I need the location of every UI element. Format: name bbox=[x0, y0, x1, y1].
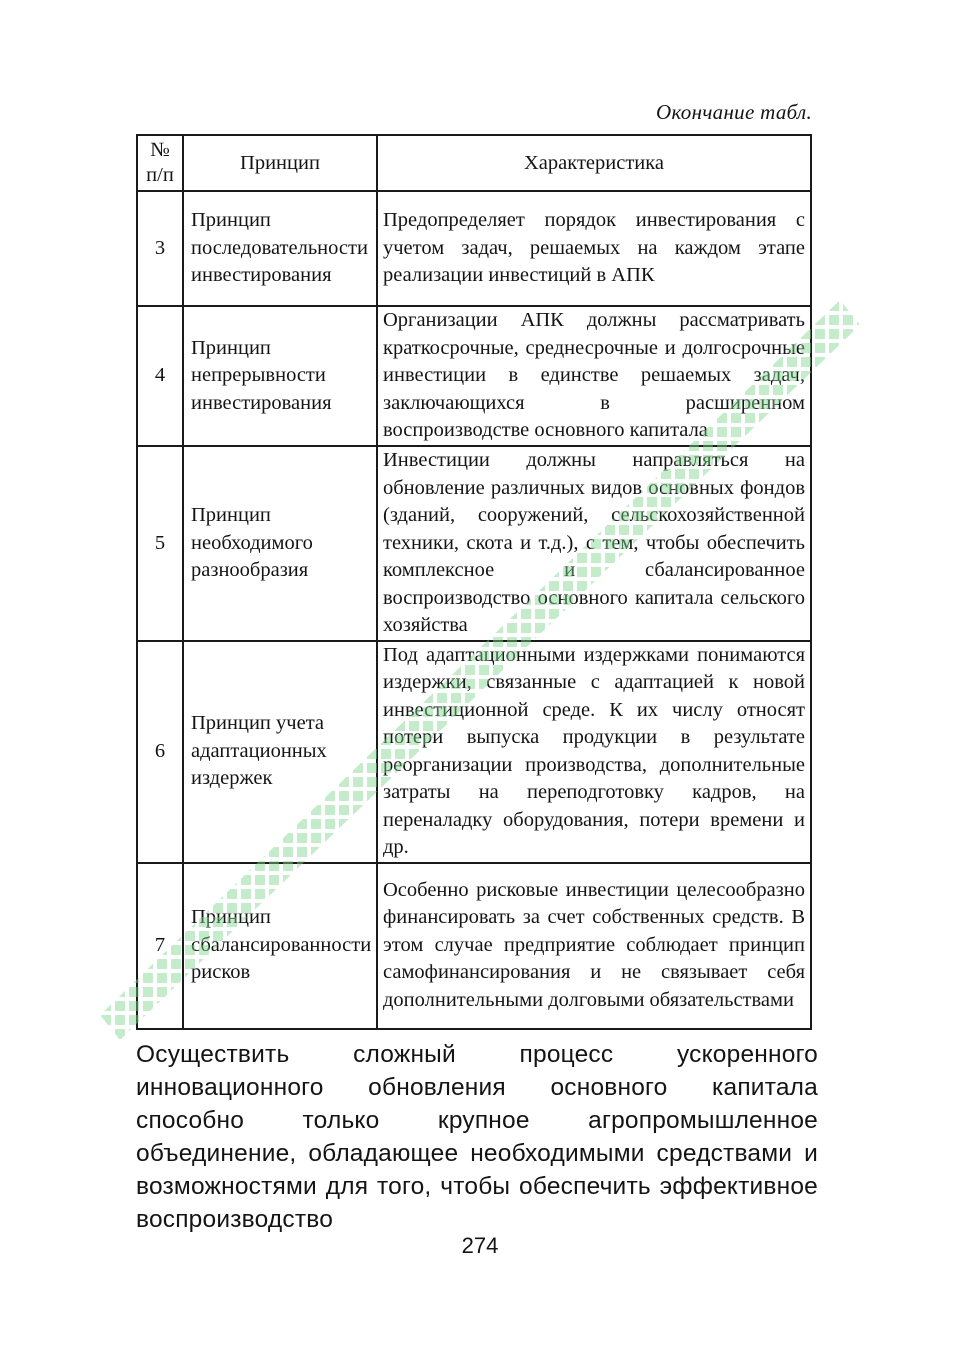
row-characteristic: Предопределяет порядок инвестирования с учетом задач, решаемых на каждом этапе реализации инвестиций в АПК bbox=[377, 191, 811, 306]
table-continuation-label: Окончание табл. bbox=[656, 100, 812, 124]
row-characteristic: Организации АПК должны рассматривать краткосрочные, среднесрочные и долгосрочные инвестиции в единстве решаемых задач, заключающихся в расширенном воспроизводстве основного капитала bbox=[377, 306, 811, 446]
row-number: 5 bbox=[137, 446, 183, 641]
row-number: 7 bbox=[137, 863, 183, 1029]
table-header-row bbox=[137, 135, 811, 191]
principles-table bbox=[136, 134, 812, 1030]
row-characteristic: Особенно рисковые инвестиции целесообразно финансировать за счет собственных средств. В этом случае предприятие соблюдает принцип самофинансирования и не связывает себя дополнительными долговыми обязательствами bbox=[377, 863, 811, 1029]
principle-text: Принцип последовательности инвестирования bbox=[191, 209, 368, 287]
row-number: 4 bbox=[137, 306, 183, 446]
principle-text: Принцип непрерывности инвестирования bbox=[191, 336, 332, 414]
table-row bbox=[137, 863, 811, 1029]
row-principle bbox=[183, 641, 377, 863]
row-number: 6 bbox=[137, 641, 183, 863]
row-characteristic: Инвестиции должны направляться на обновление различных видов основных фондов (зданий, сооружений, сельскохозяйственной техники, скота и т.д.), с тем, чтобы обеспечить комплексное и сбалансированное воспроизводство основного капитала сельского хозяйства bbox=[377, 446, 811, 641]
principle-text: Принцип сбалансированности рисков bbox=[191, 906, 372, 984]
header-number: № п/п bbox=[137, 135, 183, 191]
header-principle: Принцип bbox=[183, 135, 377, 191]
table-row bbox=[137, 641, 811, 863]
body-paragraph: Осуществить сложный процесс ускоренного инновационного обновления основного капитала способно только крупное агропромышленное объединение, обладающее необходимыми средствами и возможностями для того, чтобы обеспечить эффективное воспроизводство bbox=[136, 1041, 818, 1233]
row-principle bbox=[183, 863, 377, 1029]
page-number: 274 bbox=[461, 1233, 499, 1258]
row-principle bbox=[183, 446, 377, 641]
table-row bbox=[137, 306, 811, 446]
principle-text: Принцип необходимого разнообразия bbox=[191, 504, 313, 581]
row-principle bbox=[183, 191, 377, 306]
table-row bbox=[137, 446, 811, 641]
row-number: 3 bbox=[137, 191, 183, 306]
row-characteristic: Под адаптационными издержками понимаются издержки, связанные с адаптацией к новой инвестиционной среде. К их числу относят потери выпуска продукции в результате реорганизации производства, дополнительные затраты на переподготовку кадров, на переналадку оборудования, потери времени и др. bbox=[377, 641, 811, 863]
principle-text: Принцип учета адаптационных издержек bbox=[191, 712, 327, 790]
row-principle bbox=[183, 306, 377, 446]
table-row bbox=[137, 191, 811, 306]
header-characteristic: Характеристика bbox=[377, 135, 811, 191]
